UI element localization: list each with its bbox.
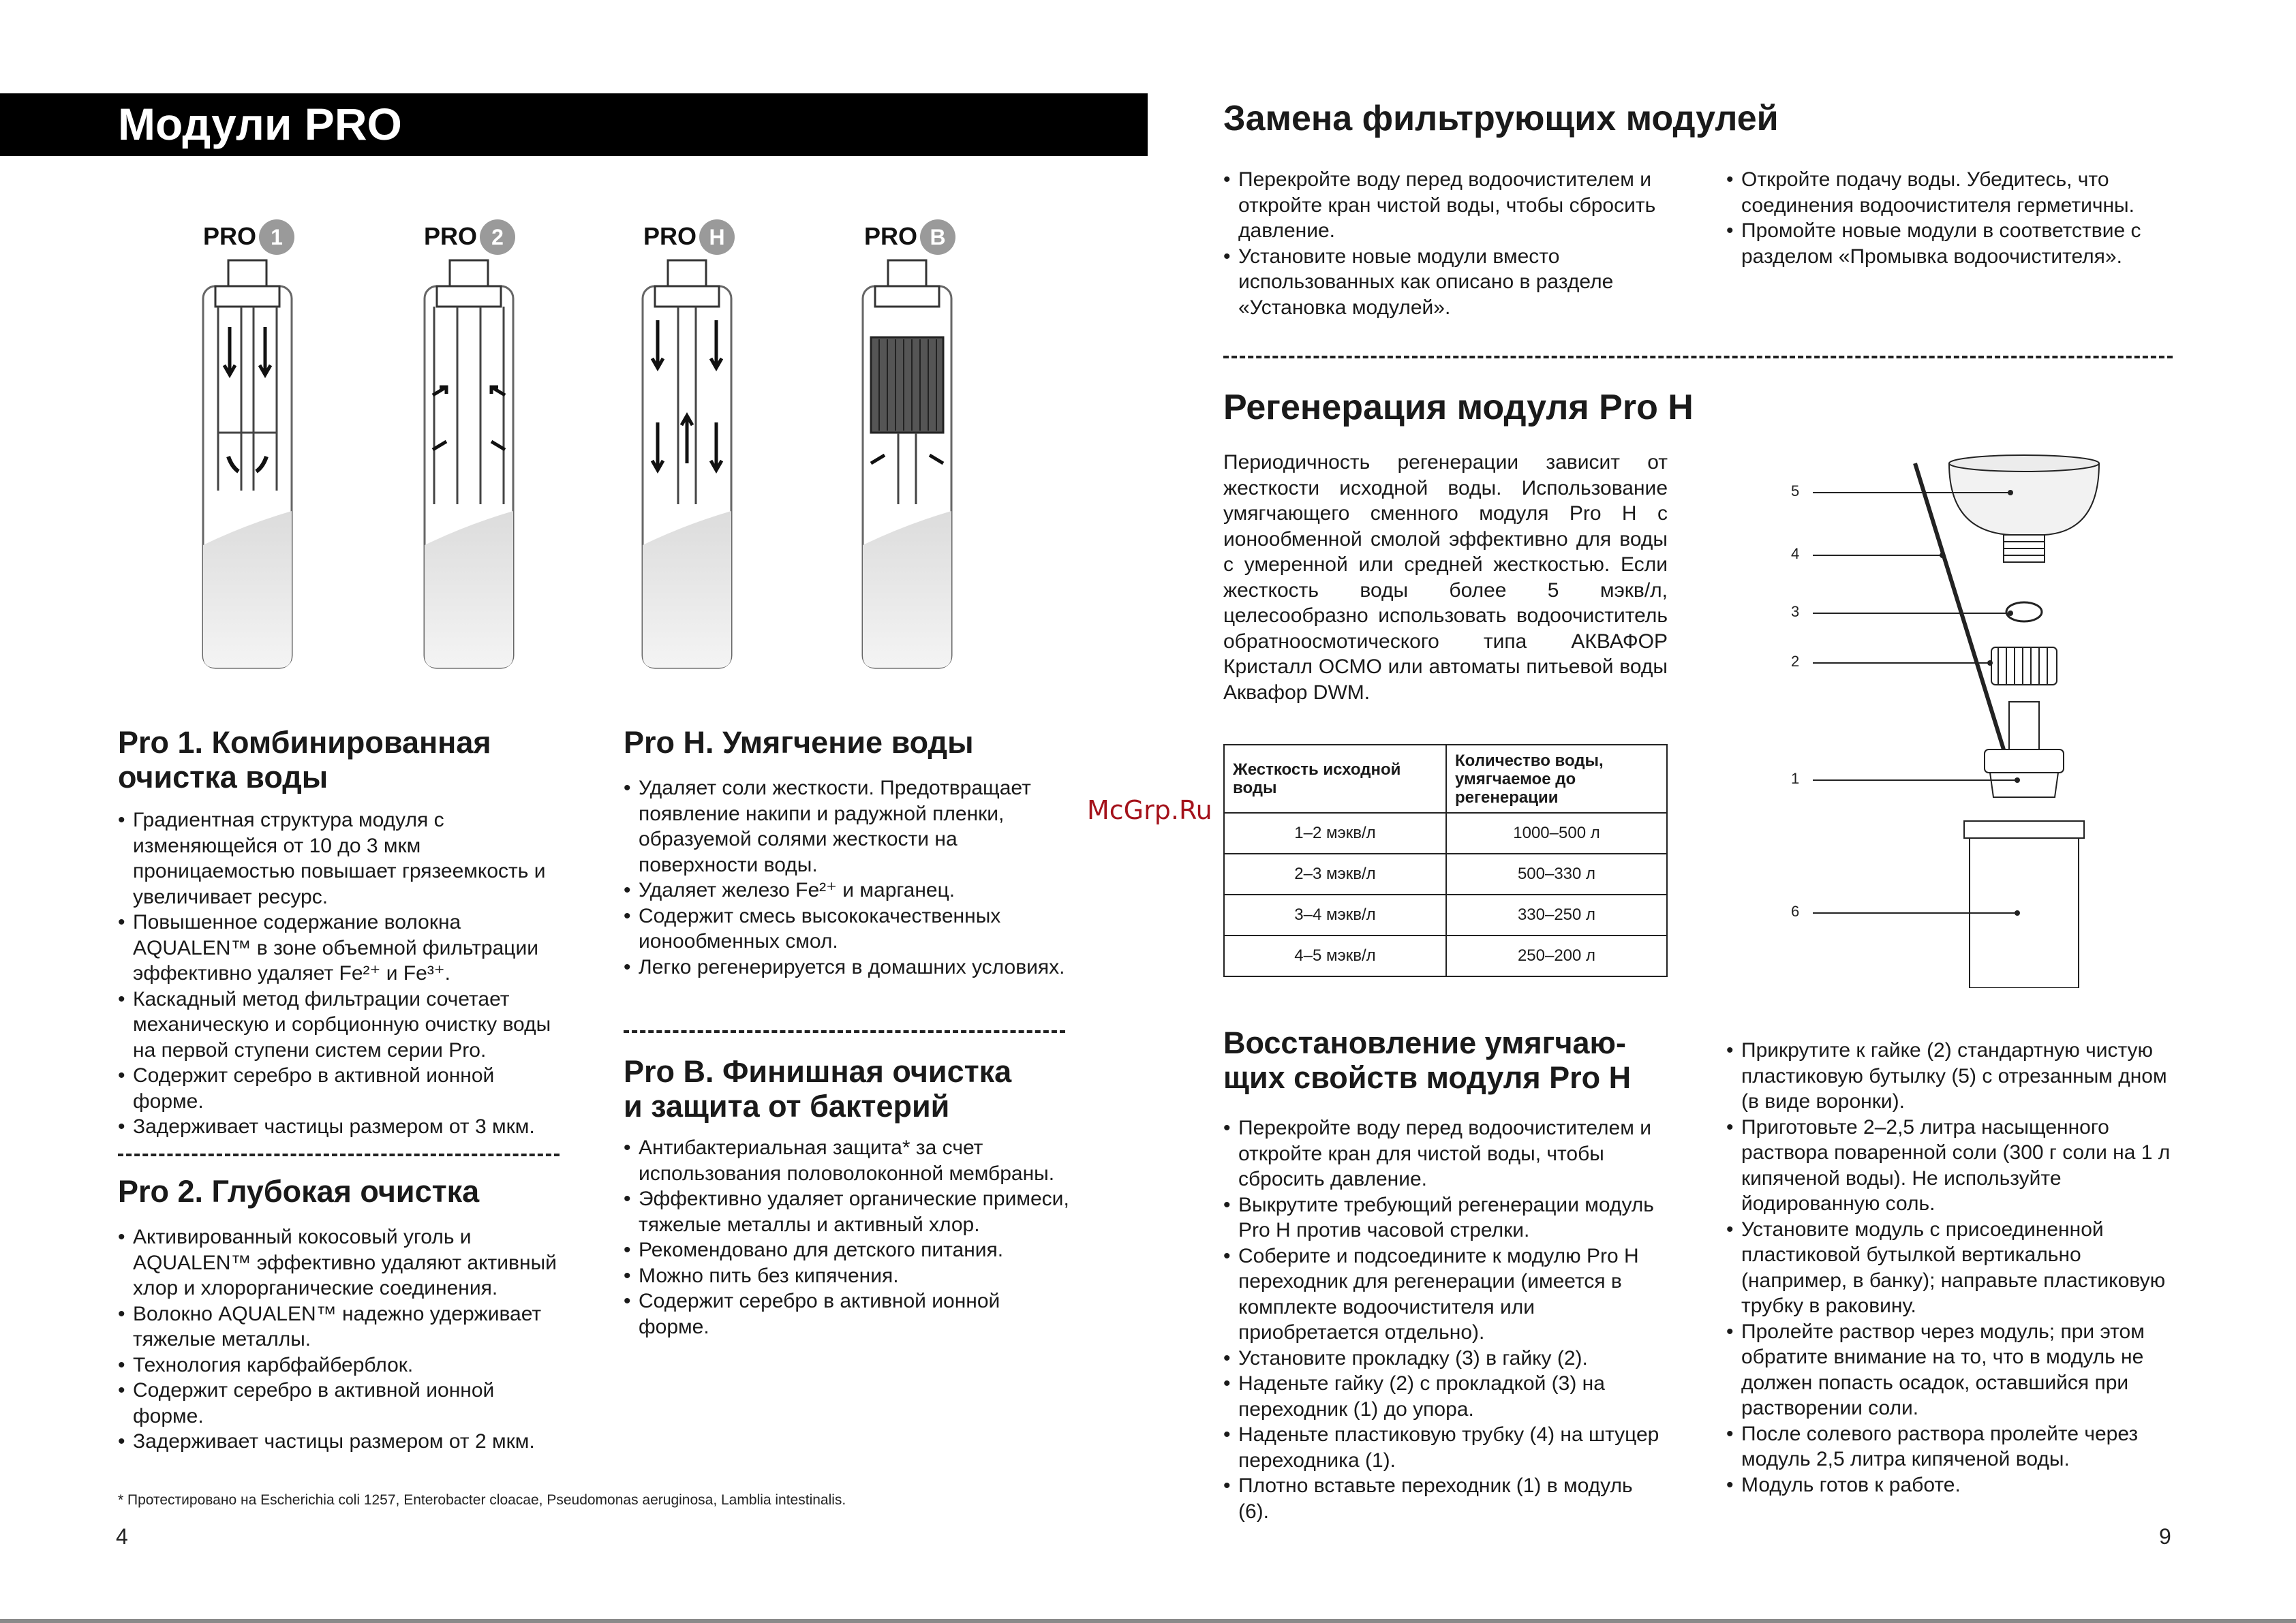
list-item: • Рекомендовано для детского питания. (624, 1237, 1070, 1263)
proh-list (624, 775, 1070, 980)
list-item: • Эффективно удаляет органические примеси, тяжелые металлы и активный хлор. (624, 1186, 1070, 1237)
callout-6: 6 (1791, 903, 1800, 920)
list-item: • Приготовьте 2–2,5 литра насыщенного раствора поваренной соли (300 г соли на 1 л кипяченой воды). Не используйте йодированную соль. (1726, 1115, 2173, 1217)
list-item: • Перекройте воду перед водоочистителем и откройте кран для чистой воды, чтобы сбросить давление. (1223, 1115, 1666, 1192)
list-item: • Можно пить без кипячения. (624, 1263, 1070, 1289)
table-row (1224, 854, 1667, 895)
module-label-pro2: PRO 2 (424, 219, 515, 255)
table-header: Количество воды, умягчаемое до регенерации (1446, 745, 1667, 813)
list-item: • Задерживает частицы размером от 2 мкм. (118, 1429, 568, 1455)
module-pro2-drawing (425, 260, 513, 668)
list-item: • Содержит серебро в активной ионной форме. (118, 1378, 568, 1429)
table-row (1224, 936, 1667, 976)
list-item: • Градиентная структура модуля с изменяющейся от 10 до 3 мкм проницаемостью повышает грязеемкость и увеличивает ресурс. (118, 807, 568, 910)
list-item: • После солевого раствора пролейте через модуль 2,5 литра кипяченой воды. (1726, 1421, 2173, 1472)
prob-title: Pro B. Финишная очистка и защита от бактерий (624, 1054, 1012, 1124)
proh-title: Pro H. Умягчение воды (624, 725, 974, 760)
table-cell: 330–250 л (1446, 895, 1667, 936)
table-cell: 500–330 л (1446, 854, 1667, 895)
regen-table (1223, 744, 1668, 977)
replace-list-col1 (1223, 167, 1666, 320)
module-label-pro1: PRO 1 (203, 219, 294, 255)
replace-title: Замена фильтрующих модулей (1223, 99, 1779, 138)
callout-5: 5 (1791, 482, 1800, 499)
callout-1: 1 (1791, 770, 1800, 787)
page-number-right: 9 (2159, 1524, 2171, 1549)
header-bar (0, 93, 1148, 156)
list-item: • Модуль готов к работе. (1726, 1472, 2173, 1498)
table-row (1224, 813, 1667, 854)
list-item: • Наденьте пластиковую трубку (4) на штуцер переходника (1). (1223, 1422, 1666, 1473)
list-item: • Перекройте воду перед водоочистителем и откройте кран чистой воды, чтобы сбросить давление. (1223, 167, 1666, 244)
module-label-proh: PRO H (643, 219, 735, 255)
list-item: • Установите прокладку (3) в гайку (2). (1223, 1346, 1666, 1372)
module-label-prob: PRO B (864, 219, 955, 255)
restore-list-col2 (1726, 1038, 2173, 1498)
list-item: • Антибактериальная защита* за счет использования половолоконной мембраны. (624, 1135, 1070, 1186)
table-row (1224, 895, 1667, 936)
restore-list-col1 (1223, 1115, 1666, 1524)
table-cell: 2–3 мэкв/л (1224, 854, 1446, 895)
list-item: • Повышенное содержание волокна AQUALEN™ в зоне объемной фильтрации эффективно удаляет Fe²⁺ и Fe³⁺. (118, 910, 568, 987)
bottom-edge (0, 1619, 2296, 1623)
list-item: • Пролейте раствор через модуль; при этом обратите внимание на то, что в модуль не должен попасть осадок, оставшийся при растворении соли. (1726, 1319, 2173, 1421)
callout-2: 2 (1791, 653, 1800, 670)
list-item: • Задерживает частицы размером от 3 мкм. (118, 1114, 568, 1140)
list-item: • Содержит серебро в активной ионной форме. (624, 1288, 1070, 1340)
list-item: • Прикрутите к гайке (2) стандартную чистую пластиковую бутылку (5) с отрезанным дном (в виде воронки). (1726, 1038, 2173, 1115)
table-cell: 1000–500 л (1446, 813, 1667, 854)
list-item: • Активированный кокосовый уголь и AQUALEN™ эффективно удаляют активный хлор и хлорорганические соединения. (118, 1224, 568, 1301)
pro2-list (118, 1224, 568, 1455)
prob-list (624, 1135, 1070, 1340)
list-item: • Наденьте гайку (2) с прокладкой (3) на переходник (1) до упора. (1223, 1371, 1666, 1422)
watermark: McGrp.Ru (1087, 795, 1212, 825)
table-cell: 1–2 мэкв/л (1224, 813, 1446, 854)
list-item: • Установите модуль с присоединенной пластиковой бутылкой вертикально (например, в банку); направьте пластиковую трубку в раковину. (1726, 1217, 2173, 1319)
list-item: • Технология карбфайберблок. (118, 1352, 568, 1378)
list-item: • Удаляет соли жесткости. Предотвращает появление накипи и радужной пленки, образуемой солями жесткости на поверхности воды. (624, 775, 1070, 878)
pro2-title: Pro 2. Глубокая очистка (118, 1174, 480, 1209)
module-prob-drawing (863, 260, 951, 668)
list-item: • Волокно AQUALEN™ надежно удерживает тяжелые металлы. (118, 1301, 568, 1352)
list-item: • Установите новые модули вместо использованных как описано в разделе «Установка модулей». (1223, 244, 1666, 321)
pro1-list (118, 807, 568, 1140)
list-item: • Выкрутите требующий регенерации модуль Pro H против часовой стрелки. (1223, 1192, 1666, 1243)
list-item: • Соберите и подсоедините к модулю Pro H переходник для регенерации (имеется в комплекте водоочистителя или приобретается отдельно). (1223, 1243, 1666, 1346)
callout-4: 4 (1791, 545, 1800, 562)
regeneration-diagram (1786, 450, 2126, 988)
list-item: • Содержит смесь высококачественных ионообменных смол. (624, 903, 1070, 955)
regen-title: Регенерация модуля Pro H (1223, 388, 1694, 427)
table-cell: 4–5 мэкв/л (1224, 936, 1446, 976)
divider (118, 1154, 560, 1156)
list-item: • Легко регенерируется в домашних условиях. (624, 955, 1070, 980)
list-item: • Откройте подачу воды. Убедитесь, что соединения водоочистителя герметичны. (1726, 167, 2173, 218)
list-item: • Каскадный метод фильтрации сочетает механическую и сорбционную очистку воды на первой ступени систем серии Pro. (118, 987, 568, 1064)
divider (624, 1030, 1065, 1033)
list-item: • Промойте новые модули в соответствие с разделом «Промывка водоочистителя». (1726, 218, 2173, 269)
restore-title: Восстановление умягчаю- щих свойств модуля Pro H (1223, 1025, 1632, 1095)
pro1-title: Pro 1. Комбинированная очистка воды (118, 725, 491, 794)
module-proh-drawing (643, 260, 731, 668)
modules-illustration (191, 259, 981, 688)
divider (1223, 356, 2173, 358)
table-header: Жесткость исходной воды (1224, 745, 1446, 813)
replace-list-col2 (1726, 167, 2173, 269)
page-title: Модули PRO (118, 99, 402, 149)
footnote: * Протестировано на Escherichia coli 1257, Enterobacter cloacae, Pseudomonas aeruginosa, Lamblia intestinalis. (118, 1492, 846, 1508)
regen-text: Периодичность регенерации зависит от жесткости исходной воды. Использование умягчающего сменного модуля Pro H с ионообменной смолой эффективно для воды с умеренной или средней жесткостью. Если жесткость воды более 5 мэкв/л, целесообразно использовать водоочиститель обратноосмотического типа АКВАФОР Кристалл ОСМО или автоматы питьевой воды Аквафор DWM. (1223, 451, 1668, 704)
list-item: • Удаляет железо Fe²⁺ и марганец. (624, 878, 1070, 903)
module-pro1-drawing (203, 260, 292, 668)
callout-3: 3 (1791, 603, 1800, 620)
list-item: • Плотно вставьте переходник (1) в модуль (6). (1223, 1473, 1666, 1524)
table-cell: 250–200 л (1446, 936, 1667, 976)
table-cell: 3–4 мэкв/л (1224, 895, 1446, 936)
list-item: • Содержит серебро в активной ионной форме. (118, 1063, 568, 1114)
page-number-left: 4 (116, 1524, 128, 1549)
